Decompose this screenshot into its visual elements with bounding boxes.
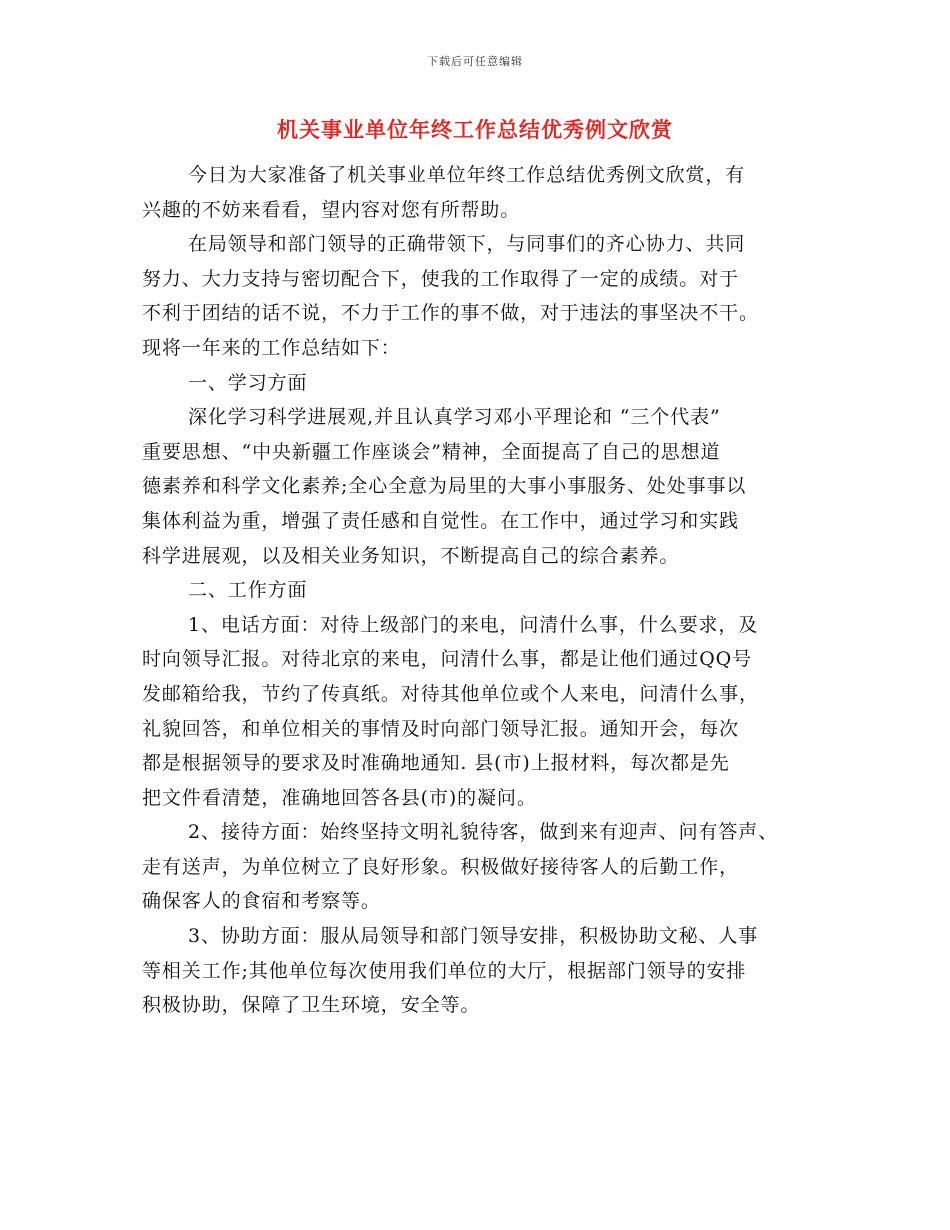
- page-header-note: 下载后可任意编辑: [427, 55, 523, 68]
- paragraph: [142, 608, 812, 816]
- text-line: 不利于团结的话不说，不力于工作的事不做，对于违法的事坚决不干。: [142, 302, 759, 325]
- text-line: 2、接待方面：始终坚持文明礼貌待客，做到来有迎声、问有答声、: [188, 821, 779, 844]
- text-line: 1、电话方面：对待上级部门的来电，问清什么事，什么要求，及: [188, 613, 759, 636]
- text-line: 走有送声，为单位树立了良好形象。积极做好接待客人的后勤工作，: [142, 855, 740, 878]
- text-line: 重要思想、“中央新疆工作座谈会”精神，全面提高了自己的思想道: [142, 440, 721, 463]
- document-body: [142, 158, 812, 1023]
- text-line: 一、学习方面: [188, 371, 308, 394]
- text-line: 确保客人的食宿和考察等。: [142, 890, 381, 913]
- text-line: 发邮箱给我，节约了传真纸。对待其他单位或个人来电，问清什么事，: [142, 682, 759, 705]
- section-heading: [142, 573, 812, 608]
- document-title: 机关事业单位年终工作总结优秀例文欣赏: [277, 118, 673, 142]
- text-line: 积极协助，保障了卫生环境，安全等。: [142, 994, 481, 1017]
- text-line: 现将一年来的工作总结如下：: [142, 336, 401, 359]
- paragraph: [142, 227, 812, 365]
- text-line: 兴趣的不妨来看看，望内容对您有所帮助。: [142, 198, 521, 221]
- paragraph: [142, 158, 812, 227]
- text-line: 礼貌回答，和单位相关的事情及时向部门领导汇报。通知开会，每次: [142, 717, 740, 740]
- section-heading: [142, 366, 812, 401]
- text-line: 努力、大力支持与密切配合下，使我的工作取得了一定的成绩。对于: [142, 267, 740, 290]
- text-line: 科学进展观，以及相关业务知识，不断提高自己的综合素养。: [142, 544, 680, 567]
- text-line: 在局领导和部门领导的正确带领下，与同事们的齐心协力、共同: [188, 233, 746, 256]
- paragraph: [142, 919, 812, 1023]
- text-line: 深化学习科学进展观,并且认真学习邓小平理论和 “三个代表”: [188, 406, 721, 429]
- paragraph: [142, 400, 812, 573]
- text-line: 德素养和科学文化素养;全心全意为局里的大事小事服务、处处事事以: [142, 475, 747, 498]
- text-line: 都是根据领导的要求及时准确地通知. 县(市)上报材料，每次都是先: [142, 752, 730, 775]
- text-line: 等相关工作;其他单位每次使用我们单位的大厅，根据部门领导的安排: [142, 959, 747, 982]
- text-line: 3、协助方面：服从局领导和部门领导安排，积极协助文秘、人事: [188, 925, 759, 948]
- paragraph: [142, 815, 812, 919]
- text-line: 集体利益为重，增强了责任感和自觉性。在工作中，通过学习和实践: [142, 509, 740, 532]
- text-line: 把文件看清楚，准确地回答各县(市)的凝问。: [142, 786, 537, 809]
- text-line: 今日为大家准备了机关事业单位年终工作总结优秀例文欣赏，有: [188, 164, 746, 186]
- text-line: 时向领导汇报。对待北京的来电，问清什么事，都是让他们通过QQ号: [142, 648, 753, 671]
- text-line: 二、工作方面: [188, 579, 308, 602]
